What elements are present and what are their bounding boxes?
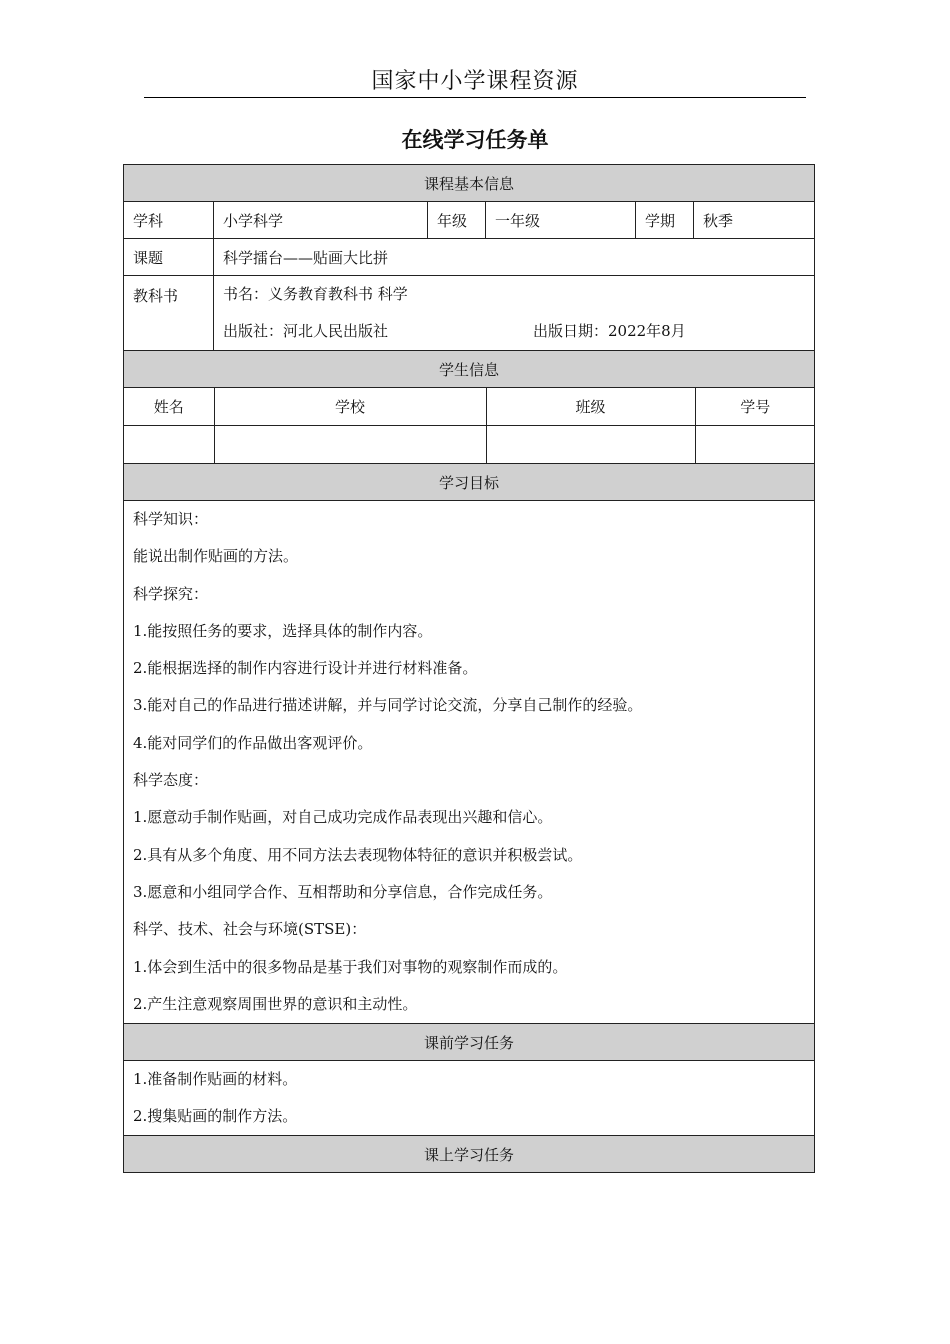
goal-line: 2.产生注意观察周围世界的意识和主动性。 [133, 994, 418, 1013]
goal-line: 1.愿意动手制作贴画，对自己成功完成作品表现出兴趣和信心。 [133, 808, 553, 827]
subject-label: 学科 [124, 202, 214, 239]
document-title: 在线学习任务单 [401, 127, 549, 152]
pre-class-content [124, 1061, 815, 1136]
textbook-details [214, 276, 815, 351]
publish-date: 出版日期：2022年8月 [533, 322, 686, 340]
goals-content [124, 501, 815, 1024]
pre-class-line: 2.搜集贴画的制作方法。 [133, 1107, 298, 1126]
goals-header-row [124, 464, 815, 501]
goal-line: 1.体会到生活中的很多物品是基于我们对事物的观察制作而成的。 [133, 957, 568, 976]
course-info-section-title: 课程基本信息 [124, 165, 815, 202]
goals-content-row [124, 501, 815, 1024]
student-id-field[interactable] [695, 426, 815, 463]
task-sheet-table [123, 164, 815, 1173]
header-divider [144, 97, 806, 98]
class-header: 班级 [486, 388, 695, 425]
goal-line: 1.能按照任务的要求，选择具体的制作内容。 [133, 621, 433, 640]
goal-line: 科学知识： [133, 510, 209, 528]
publisher: 出版社：河北人民出版社 [223, 322, 389, 340]
term-value: 秋季 [694, 202, 815, 239]
goal-line: 科学探究： [133, 584, 209, 603]
grade-label: 年级 [428, 202, 486, 239]
in-class-section-title: 课上学习任务 [124, 1136, 815, 1173]
page-header-title: 国家中小学课程资源 [371, 69, 579, 94]
grade-value: 一年级 [486, 202, 636, 239]
textbook-label: 教科书 [124, 276, 214, 351]
topic-label: 课题 [124, 239, 214, 276]
student-name-header: 姓名 [153, 398, 184, 416]
student-info-input-row [124, 426, 815, 464]
subject-value: 小学科学 [214, 202, 428, 239]
in-class-header-row [124, 1136, 815, 1173]
student-info-input-cells [124, 426, 815, 464]
pre-class-section-title: 课前学习任务 [124, 1024, 815, 1061]
topic-value: 科学擂台——贴画大比拼 [214, 239, 815, 276]
goal-line: 3.能对自己的作品进行描述讲解，并与同学讨论交流，分享自己制作的经验。 [133, 696, 643, 715]
school-header: 学校 [214, 388, 486, 425]
school-field[interactable] [214, 426, 486, 463]
pre-class-header-row [124, 1024, 815, 1061]
goal-line: 4.能对同学们的作品做出客观评价。 [133, 733, 373, 752]
goal-line: 科学、技术、社会与环境(STSE)： [133, 920, 367, 939]
student-info-header-cells [124, 388, 815, 426]
pre-class-line: 1.准备制作贴画的材料。 [133, 1070, 298, 1089]
student-name-field[interactable] [124, 426, 214, 463]
student-info-columns-row [124, 388, 815, 426]
goal-line: 科学态度： [133, 771, 209, 790]
course-info-header-row [124, 165, 815, 202]
student-id-header: 学号 [695, 388, 815, 425]
subject-row [124, 202, 815, 239]
goal-line: 能说出制作贴画的方法。 [133, 547, 299, 566]
term-label: 学期 [636, 202, 694, 239]
topic-row [124, 239, 815, 276]
goal-line: 3.愿意和小组同学合作、互相帮助和分享信息，合作完成任务。 [133, 882, 553, 901]
goal-line: 2.具有从多个角度、用不同方法去表现物体特征的意识并积极尝试。 [133, 845, 583, 864]
pre-class-content-row [124, 1061, 815, 1136]
student-info-section-title: 学生信息 [124, 351, 815, 388]
goal-line: 2.能根据选择的制作内容进行设计并进行材料准备。 [133, 659, 478, 678]
class-field[interactable] [486, 426, 695, 463]
goals-section-title: 学习目标 [124, 464, 815, 501]
student-info-header-row [124, 351, 815, 388]
book-name: 书名：义务教育教科书 科学 [223, 285, 408, 303]
textbook-row [124, 276, 815, 351]
